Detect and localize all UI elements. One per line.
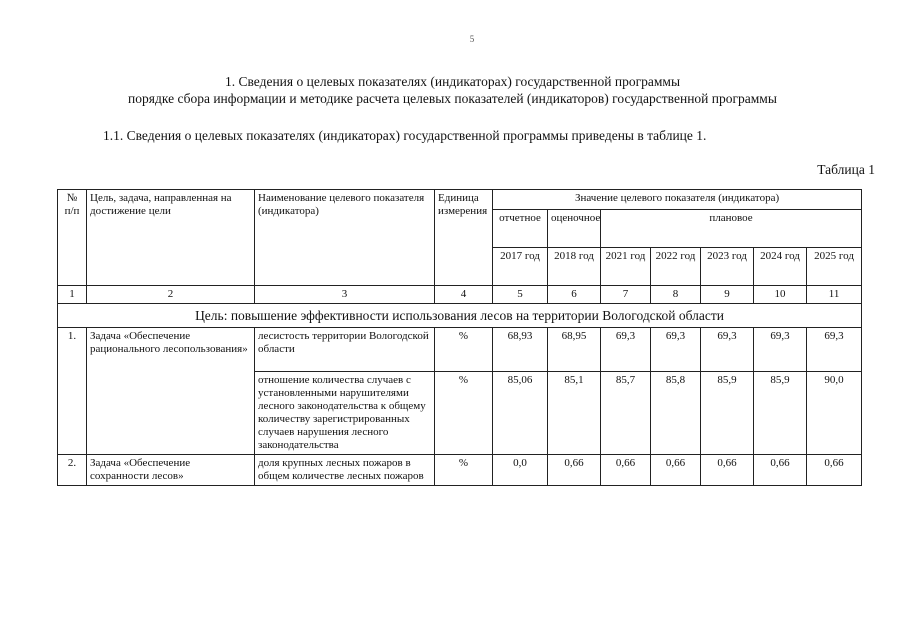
row-unit: % xyxy=(435,455,493,486)
row-num: 1. xyxy=(58,328,87,455)
header-estimate: оценочное xyxy=(548,210,601,248)
indicators-table xyxy=(57,189,862,486)
header-indicator: Наименование целевого показателя (индикатора) xyxy=(255,190,435,286)
table-label: Таблица 1 xyxy=(817,162,875,177)
column-number: 3 xyxy=(255,286,435,304)
row-value: 85,1 xyxy=(548,372,601,455)
header-goal: Цель, задача, направленная на достижение цели xyxy=(87,190,255,286)
row-value: 85,9 xyxy=(754,372,807,455)
row-value: 69,3 xyxy=(601,328,651,372)
column-number: 5 xyxy=(493,286,548,304)
row-value: 85,8 xyxy=(651,372,701,455)
section-heading-line-1: 1. Сведения о целевых показателях (индикаторах) государственной программы xyxy=(224,74,681,89)
intro-paragraph: 1.1. Сведения о целевых показателях (индикаторах) государственной программы приведены в таблице 1. xyxy=(103,128,707,143)
column-number: 9 xyxy=(701,286,754,304)
row-unit: % xyxy=(435,372,493,455)
header-year: 2024 год xyxy=(754,248,807,286)
row-task: Задача «Обеспечение рационального лесопользования» xyxy=(87,328,255,455)
column-number: 4 xyxy=(435,286,493,304)
column-number: 6 xyxy=(548,286,601,304)
header-report: отчетное xyxy=(493,210,548,248)
column-number: 7 xyxy=(601,286,651,304)
header-year: 2022 год xyxy=(651,248,701,286)
header-year: 2017 год xyxy=(493,248,548,286)
row-unit: % xyxy=(435,328,493,372)
header-unit: Единица измерения xyxy=(435,190,493,286)
page-number: 5 xyxy=(469,34,475,44)
row-indicator: отношение количества случаев с установленными нарушителями лесного законодательства к общему количеству зарегистрированных случаев нарушения лесного законодательства xyxy=(255,372,435,455)
row-task: Задача «Обеспечение сохранности лесов» xyxy=(87,455,255,486)
row-value: 85,7 xyxy=(601,372,651,455)
goal-row: Цель: повышение эффективности использования лесов на территории Вологодской области xyxy=(58,304,862,328)
header-num: № п/п xyxy=(58,190,87,286)
row-num: 2. xyxy=(58,455,87,486)
row-value: 68,93 xyxy=(493,328,548,372)
row-value: 0,66 xyxy=(807,455,862,486)
row-value: 69,3 xyxy=(754,328,807,372)
row-value: 0,66 xyxy=(701,455,754,486)
column-number: 8 xyxy=(651,286,701,304)
header-planned: плановое xyxy=(601,210,862,248)
header-year: 2018 год xyxy=(548,248,601,286)
column-number: 10 xyxy=(754,286,807,304)
row-value: 0,66 xyxy=(601,455,651,486)
header-year: 2025 год xyxy=(807,248,862,286)
row-value: 85,06 xyxy=(493,372,548,455)
row-value: 0,66 xyxy=(548,455,601,486)
row-value: 0,66 xyxy=(651,455,701,486)
header-year: 2021 год xyxy=(601,248,651,286)
section-heading-line-2: порядке сбора информации и методике расчета целевых показателей (индикаторов) государственной программы xyxy=(128,91,777,106)
row-value: 69,3 xyxy=(807,328,862,372)
row-indicator: доля крупных лесных пожаров в общем количестве лесных пожаров xyxy=(255,455,435,486)
row-value: 69,3 xyxy=(651,328,701,372)
row-value: 0,66 xyxy=(754,455,807,486)
column-number: 11 xyxy=(807,286,862,304)
column-number: 2 xyxy=(87,286,255,304)
section-heading xyxy=(0,73,905,107)
row-value: 69,3 xyxy=(701,328,754,372)
row-value: 0,0 xyxy=(493,455,548,486)
row-value: 85,9 xyxy=(701,372,754,455)
row-indicator: лесистость территории Вологодской области xyxy=(255,328,435,372)
row-value: 68,95 xyxy=(548,328,601,372)
header-value: Значение целевого показателя (индикатора) xyxy=(493,190,862,210)
row-value: 90,0 xyxy=(807,372,862,455)
column-number: 1 xyxy=(58,286,87,304)
header-year: 2023 год xyxy=(701,248,754,286)
